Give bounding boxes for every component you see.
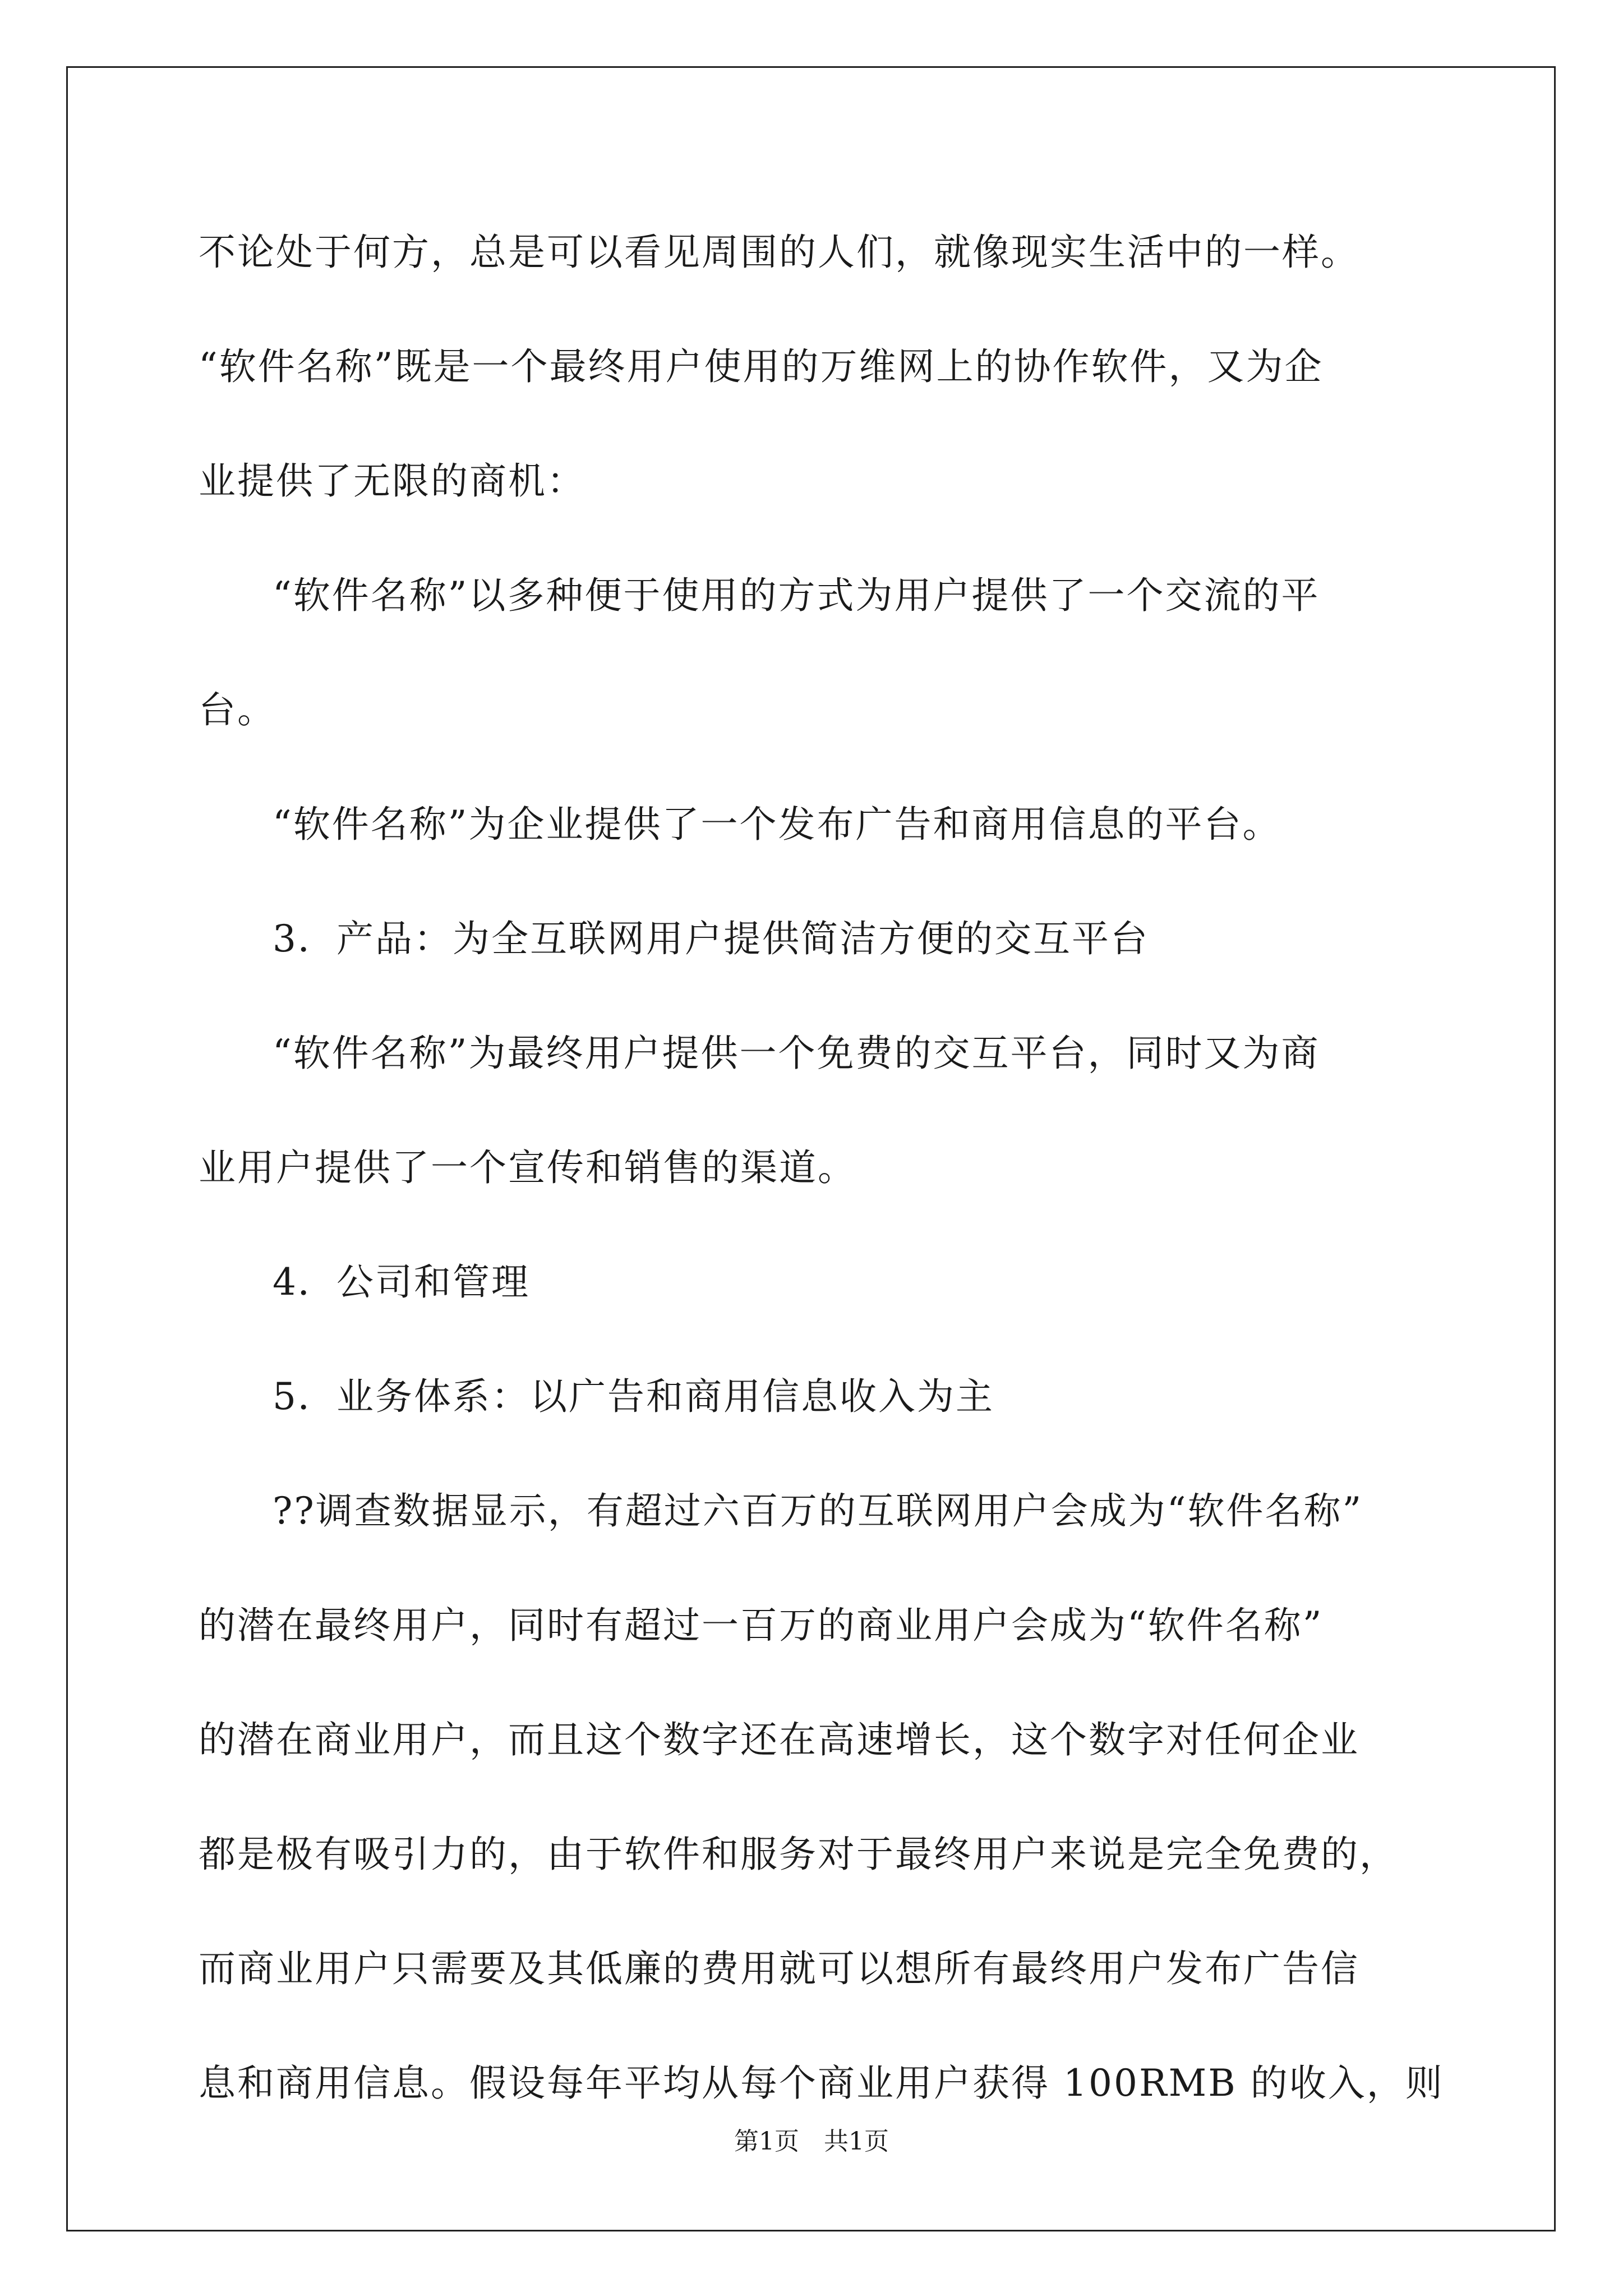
text-line: 的潜在最终用户，同时有超过一百万的商业用户会成为“软件名称” <box>199 1604 1324 1647</box>
text-line: 业提供了无限的商机： <box>199 459 585 503</box>
section-heading: 5．业务体系：以广告和商用信息收入为主 <box>273 1375 994 1418</box>
section-heading: 4．公司和管理 <box>273 1260 530 1304</box>
text-line: 而商业用户只需要及其低廉的费用就可以想所有最终用户发布广告信 <box>199 1947 1359 1990</box>
text-line: “软件名称”既是一个最终用户使用的万维网上的协作软件，又为企 <box>199 345 1324 388</box>
page-footer <box>0 2126 1623 2157</box>
page-number: 第1页 <box>734 2127 799 2156</box>
page-count: 共1页 <box>824 2127 889 2156</box>
text-line: 息和商用信息。假设每年平均从每个商业用户获得 100RMB 的收入，则 <box>199 2062 1444 2105</box>
text-line: 不论处于何方，总是可以看见周围的人们，就像现实生活中的一样。 <box>199 231 1359 274</box>
text-line: “软件名称”为企业提供了一个发布广告和商用信息的平台。 <box>273 803 1281 846</box>
text-line: 都是极有吸引力的，由于软件和服务对于最终用户来说是完全免费的， <box>199 1833 1398 1876</box>
text-line: 业用户提供了一个宣传和销售的渠道。 <box>199 1146 856 1189</box>
text-line: 的潜在商业用户，而且这个数字还在高速增长，这个数字对任何企业 <box>199 1718 1359 1761</box>
text-line: 台。 <box>199 688 276 731</box>
text-line: “软件名称”为最终用户提供一个免费的交互平台，同时又为商 <box>273 1032 1320 1075</box>
section-heading: 3．产品：为全互联网用户提供简洁方便的交互平台 <box>273 917 1149 960</box>
text-line: ??调查数据显示，有超过六百万的互联网用户会成为“软件名称” <box>273 1489 1363 1533</box>
text-line: “软件名称”以多种便于使用的方式为用户提供了一个交流的平 <box>273 574 1320 617</box>
